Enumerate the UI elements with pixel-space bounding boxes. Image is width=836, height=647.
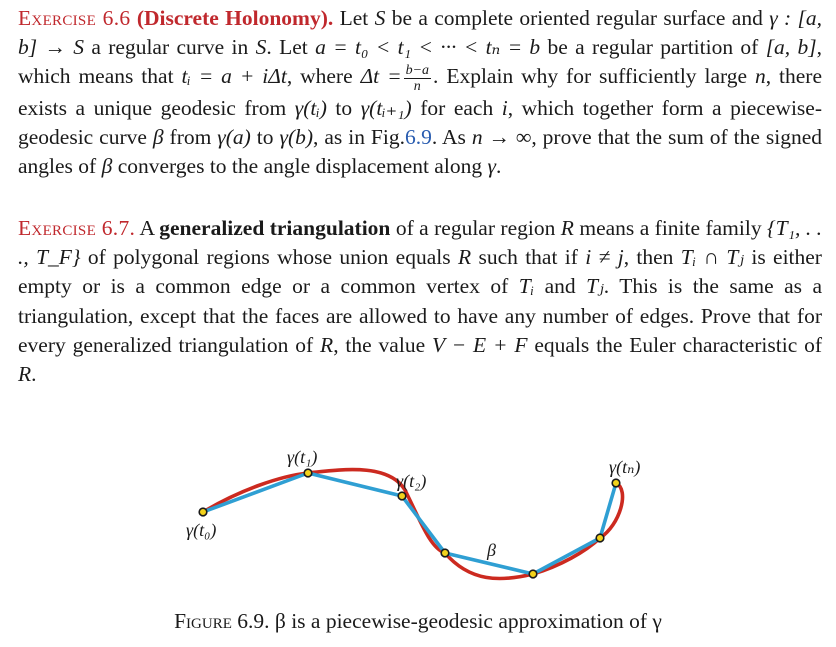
text: , prove that the sum of the signed angles of bbox=[18, 124, 823, 179]
text: , then bbox=[623, 245, 681, 270]
label-gamma-t2: γ(t₂) bbox=[396, 471, 427, 491]
text: . Explain why for sufficiently large bbox=[433, 64, 755, 89]
math: R bbox=[560, 216, 574, 240]
math: i ≠ j bbox=[585, 245, 624, 270]
vertex-t1 bbox=[304, 469, 312, 477]
vertex-t3 bbox=[441, 549, 449, 557]
figure-caption bbox=[0, 609, 836, 634]
text: , which means that bbox=[18, 35, 823, 89]
text: . Let bbox=[266, 35, 316, 60]
vertex-t4 bbox=[529, 570, 537, 578]
text: equals the Euler characteristic of bbox=[527, 332, 823, 357]
text: , which together form a piecewise-geodesic curve bbox=[18, 95, 822, 149]
math: β bbox=[101, 154, 113, 179]
exercise-6-7 bbox=[18, 214, 822, 389]
text: Let bbox=[339, 6, 375, 30]
text: be a regular partition of bbox=[540, 35, 766, 60]
math: Tᵢ bbox=[518, 274, 535, 299]
exercise-6-6-title: (Discrete Holonomy). bbox=[136, 6, 334, 30]
fraction bbox=[404, 63, 431, 94]
text: . This is the same as a triangulation, except that the faces are allowed to have any number of edges. Prove that for every generalized triangulation of bbox=[18, 274, 822, 357]
text: means a finite family bbox=[573, 216, 768, 240]
math: R bbox=[320, 332, 334, 357]
math: γ(b) bbox=[279, 124, 314, 149]
math: [a, b] bbox=[765, 35, 817, 60]
exercise-6-6-label: Exercise 6.6 bbox=[18, 6, 131, 30]
math: S bbox=[255, 35, 267, 60]
vertex-t2 bbox=[398, 492, 406, 500]
figure-reference-link[interactable]: 6.9 bbox=[404, 124, 432, 149]
figure-caption-text: β is a piecewise-geodesic approximation of γ bbox=[269, 609, 662, 633]
text: . bbox=[495, 154, 502, 179]
math: γ : [a, b] → S bbox=[18, 6, 823, 60]
text: . As bbox=[431, 124, 472, 149]
math: Δt = bbox=[360, 64, 402, 89]
math: Tᵢ ∩ Tⱼ bbox=[680, 245, 744, 270]
math: Tⱼ bbox=[586, 274, 604, 299]
text: , as in Fig. bbox=[313, 124, 405, 149]
text: . bbox=[31, 362, 37, 387]
math: S bbox=[374, 6, 386, 30]
text: be a complete oriented regular surface and bbox=[385, 6, 770, 30]
label-beta: β bbox=[487, 540, 496, 560]
text: and bbox=[534, 274, 587, 299]
math: β bbox=[152, 124, 164, 149]
vertex-t5 bbox=[596, 534, 604, 542]
figure-caption-label: Figure 6.9. bbox=[174, 609, 270, 633]
math: γ(tᵢ) bbox=[294, 95, 327, 120]
label-gamma-t0: γ(t₀) bbox=[186, 520, 217, 540]
math: γ(a) bbox=[217, 124, 251, 149]
fraction-numerator: b−a bbox=[405, 62, 430, 78]
fraction-denominator: n bbox=[413, 78, 421, 94]
text: , there exists a unique geodesic from bbox=[18, 64, 822, 120]
text: to bbox=[326, 95, 361, 120]
math: i bbox=[501, 95, 508, 120]
text: converges to the angle displacement along bbox=[112, 154, 488, 179]
text: to bbox=[250, 124, 280, 149]
exercise-6-6 bbox=[18, 4, 822, 181]
text: A bbox=[135, 216, 160, 240]
text: of polygonal regions whose union equals bbox=[80, 245, 458, 270]
math: γ bbox=[487, 154, 496, 179]
text: from bbox=[163, 124, 218, 149]
math: R bbox=[457, 245, 472, 270]
exercise-6-7-label: Exercise 6.7. bbox=[18, 216, 136, 240]
label-gamma-t1: γ(t₁) bbox=[287, 447, 318, 467]
text: a regular curve in bbox=[84, 35, 256, 60]
text: , the value bbox=[333, 332, 432, 357]
defined-term: generalized triangulation bbox=[159, 216, 391, 240]
text: for each bbox=[411, 95, 502, 120]
math: {T₁, . . ., T_F} bbox=[18, 216, 823, 270]
text: such that if bbox=[471, 245, 586, 270]
text: of a regular region bbox=[390, 216, 561, 240]
math: n → ∞ bbox=[471, 124, 532, 149]
text: , where bbox=[286, 64, 361, 89]
math: tᵢ = a + iΔt bbox=[181, 64, 287, 89]
math: a = t₀ < t₁ < ··· < tₙ = b bbox=[315, 35, 541, 60]
text: is either empty or is a common edge or a common vertex of bbox=[18, 245, 822, 299]
math: n bbox=[754, 64, 766, 89]
label-gamma-tn: γ(tₙ) bbox=[609, 457, 641, 477]
figure-6-9 bbox=[0, 430, 836, 600]
vertex-t0 bbox=[199, 508, 207, 516]
math: R bbox=[18, 362, 32, 387]
math: V − E + F bbox=[431, 332, 528, 357]
vertex-tn bbox=[612, 479, 620, 487]
math: γ(tᵢ₊₁) bbox=[360, 95, 412, 120]
